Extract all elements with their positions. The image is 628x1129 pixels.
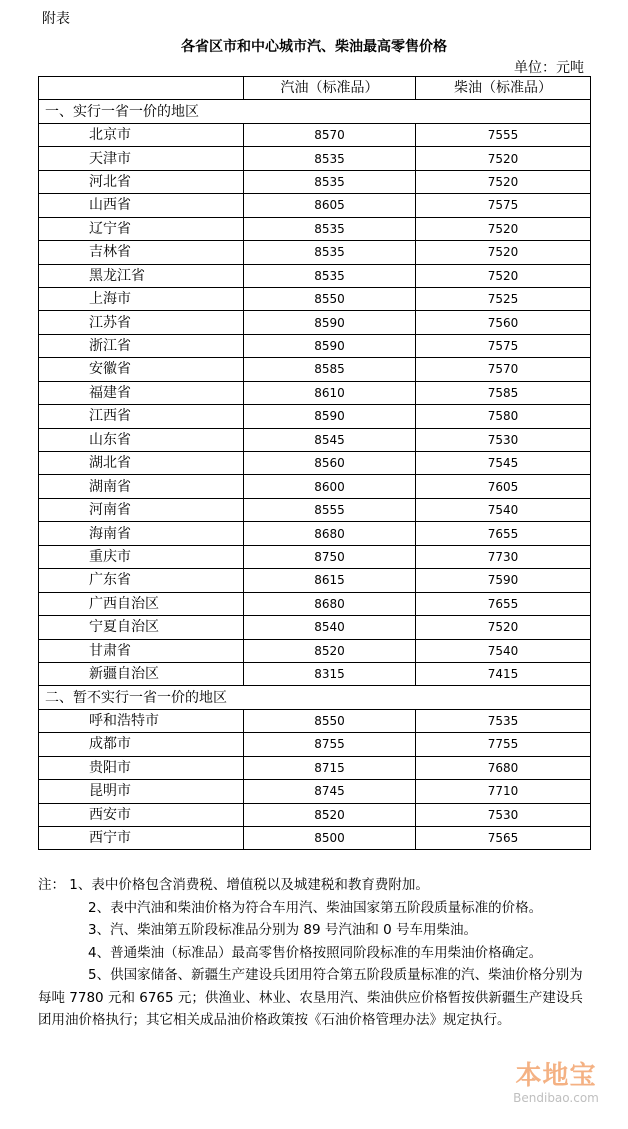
header-gasoline: 汽油（标准品）	[244, 77, 416, 100]
unit-label: 单位：元吨	[514, 60, 584, 76]
table-row	[39, 358, 591, 381]
notes	[38, 874, 590, 1032]
region-cell: 昆明市	[39, 780, 244, 803]
diesel-price-cell: 7520	[416, 241, 591, 264]
region-cell: 浙江省	[39, 334, 244, 357]
region-cell: 河北省	[39, 170, 244, 193]
gasoline-price-cell: 8540	[244, 616, 416, 639]
table-row	[39, 147, 591, 170]
table-row	[39, 498, 591, 521]
table-row	[39, 170, 591, 193]
table-row	[39, 241, 591, 264]
region-cell: 贵阳市	[39, 756, 244, 779]
region-cell: 广东省	[39, 569, 244, 592]
gasoline-price-cell: 8600	[244, 475, 416, 498]
region-cell: 湖南省	[39, 475, 244, 498]
note-5: 5、供国家储备、新疆生产建设兵团用符合第五阶段质量标准的汽、柴油价格分别为每吨 7780 元和 6765 元；供渔业、林业、农垦用汽、柴油供应价格暂按供新疆生产建设兵团用油价格执行；其它相关成品油价格政策按《石油价格管理办法》规定执行。	[38, 967, 583, 1028]
gasoline-price-cell: 8750	[244, 545, 416, 568]
diesel-price-cell: 7570	[416, 358, 591, 381]
gasoline-price-cell: 8755	[244, 733, 416, 756]
page-title: 各省区市和中心城市汽、柴油最高零售价格	[181, 39, 447, 55]
note-1: 注： 1、表中价格包含消费税、增值税以及城建税和教育费附加。	[38, 877, 429, 893]
region-cell: 重庆市	[39, 545, 244, 568]
watermark-brand: 本地宝	[515, 1061, 597, 1091]
region-cell: 海南省	[39, 522, 244, 545]
diesel-price-cell: 7555	[416, 123, 591, 146]
region-cell: 吉林省	[39, 241, 244, 264]
region-cell: 安徽省	[39, 358, 244, 381]
diesel-price-cell: 7585	[416, 381, 591, 404]
diesel-price-cell: 7535	[416, 709, 591, 732]
diesel-price-cell: 7730	[416, 545, 591, 568]
table-row	[39, 709, 591, 732]
gasoline-price-cell: 8535	[244, 170, 416, 193]
section-row-2	[39, 686, 591, 709]
diesel-price-cell: 7520	[416, 147, 591, 170]
region-cell: 宁夏自治区	[39, 616, 244, 639]
diesel-price-cell: 7710	[416, 780, 591, 803]
diesel-price-cell: 7755	[416, 733, 591, 756]
section-label: 一、实行一省一价的地区	[39, 100, 591, 123]
gasoline-price-cell: 8520	[244, 639, 416, 662]
diesel-price-cell: 7520	[416, 264, 591, 287]
diesel-price-cell: 7590	[416, 569, 591, 592]
table-row	[39, 733, 591, 756]
gasoline-price-cell: 8535	[244, 217, 416, 240]
region-cell: 天津市	[39, 147, 244, 170]
diesel-price-cell: 7520	[416, 170, 591, 193]
region-cell: 湖北省	[39, 452, 244, 475]
diesel-price-cell: 7565	[416, 827, 591, 850]
region-cell: 江西省	[39, 405, 244, 428]
region-cell: 辽宁省	[39, 217, 244, 240]
table-row	[39, 264, 591, 287]
diesel-price-cell: 7540	[416, 639, 591, 662]
gasoline-price-cell: 8520	[244, 803, 416, 826]
gasoline-price-cell: 8545	[244, 428, 416, 451]
gasoline-price-cell: 8535	[244, 241, 416, 264]
table-header-row	[39, 77, 591, 100]
header-diesel: 柴油（标准品）	[416, 77, 591, 100]
watermark-logo	[500, 1055, 612, 1115]
diesel-price-cell: 7520	[416, 217, 591, 240]
gasoline-price-cell: 8615	[244, 569, 416, 592]
gasoline-price-cell: 8535	[244, 147, 416, 170]
gasoline-price-cell: 8610	[244, 381, 416, 404]
gasoline-price-cell: 8555	[244, 498, 416, 521]
region-cell: 江苏省	[39, 311, 244, 334]
gasoline-price-cell: 8550	[244, 709, 416, 732]
diesel-price-cell: 7580	[416, 405, 591, 428]
diesel-price-cell: 7415	[416, 662, 591, 685]
table-row	[39, 452, 591, 475]
gasoline-price-cell: 8745	[244, 780, 416, 803]
gasoline-price-cell: 8500	[244, 827, 416, 850]
table-row	[39, 569, 591, 592]
diesel-price-cell: 7530	[416, 428, 591, 451]
diesel-price-cell: 7655	[416, 522, 591, 545]
table-row	[39, 287, 591, 310]
table-row	[39, 311, 591, 334]
gasoline-price-cell: 8680	[244, 592, 416, 615]
table-row	[39, 194, 591, 217]
region-cell: 西安市	[39, 803, 244, 826]
gasoline-price-cell: 8715	[244, 756, 416, 779]
table-row	[39, 662, 591, 685]
region-cell: 西宁市	[39, 827, 244, 850]
region-cell: 成都市	[39, 733, 244, 756]
table-row	[39, 381, 591, 404]
diesel-price-cell: 7655	[416, 592, 591, 615]
table-row	[39, 803, 591, 826]
note-2: 2、表中汽油和柴油价格为符合车用汽、柴油国家第五阶段质量标准的价格。	[88, 899, 543, 916]
table-row	[39, 545, 591, 568]
table-row	[39, 780, 591, 803]
diesel-price-cell: 7680	[416, 756, 591, 779]
region-cell: 新疆自治区	[39, 662, 244, 685]
region-cell: 呼和浩特市	[39, 709, 244, 732]
region-cell: 山西省	[39, 194, 244, 217]
section-label: 二、暂不实行一省一价的地区	[39, 686, 591, 709]
gasoline-price-cell: 8315	[244, 662, 416, 685]
appendix-label: 附表	[42, 11, 70, 27]
region-cell: 上海市	[39, 287, 244, 310]
table-row	[39, 616, 591, 639]
region-cell: 甘肃省	[39, 639, 244, 662]
gasoline-price-cell: 8590	[244, 334, 416, 357]
note-4: 4、普通柴油（标准品）最高零售价格按照同阶段标准的车用柴油价格确定。	[88, 944, 543, 961]
diesel-price-cell: 7605	[416, 475, 591, 498]
diesel-price-cell: 7520	[416, 616, 591, 639]
gasoline-price-cell: 8585	[244, 358, 416, 381]
header-region	[39, 77, 244, 100]
region-cell: 山东省	[39, 428, 244, 451]
note-3: 3、汽、柴油第五阶段标准品分别为 89 号汽油和 0 号车用柴油。	[88, 922, 478, 938]
table-row	[39, 639, 591, 662]
table-row	[39, 334, 591, 357]
table-row	[39, 827, 591, 850]
gasoline-price-cell: 8550	[244, 287, 416, 310]
diesel-price-cell: 7575	[416, 334, 591, 357]
gasoline-price-cell: 8680	[244, 522, 416, 545]
gasoline-price-cell: 8590	[244, 311, 416, 334]
region-cell: 黑龙江省	[39, 264, 244, 287]
watermark-site: Bendibao.com	[513, 1091, 599, 1105]
table-row	[39, 428, 591, 451]
region-cell: 福建省	[39, 381, 244, 404]
gasoline-price-cell: 8535	[244, 264, 416, 287]
table-row	[39, 123, 591, 146]
diesel-price-cell: 7530	[416, 803, 591, 826]
table-row	[39, 592, 591, 615]
section-row-1	[39, 100, 591, 123]
gasoline-price-cell: 8590	[244, 405, 416, 428]
price-table	[38, 76, 591, 850]
region-cell: 北京市	[39, 123, 244, 146]
gasoline-price-cell: 8605	[244, 194, 416, 217]
table-row	[39, 217, 591, 240]
table-row	[39, 522, 591, 545]
gasoline-price-cell: 8560	[244, 452, 416, 475]
table-row	[39, 756, 591, 779]
diesel-price-cell: 7545	[416, 452, 591, 475]
table-row	[39, 405, 591, 428]
table-row	[39, 475, 591, 498]
diesel-price-cell: 7575	[416, 194, 591, 217]
region-cell: 河南省	[39, 498, 244, 521]
gasoline-price-cell: 8570	[244, 123, 416, 146]
diesel-price-cell: 7525	[416, 287, 591, 310]
diesel-price-cell: 7560	[416, 311, 591, 334]
diesel-price-cell: 7540	[416, 498, 591, 521]
region-cell: 广西自治区	[39, 592, 244, 615]
